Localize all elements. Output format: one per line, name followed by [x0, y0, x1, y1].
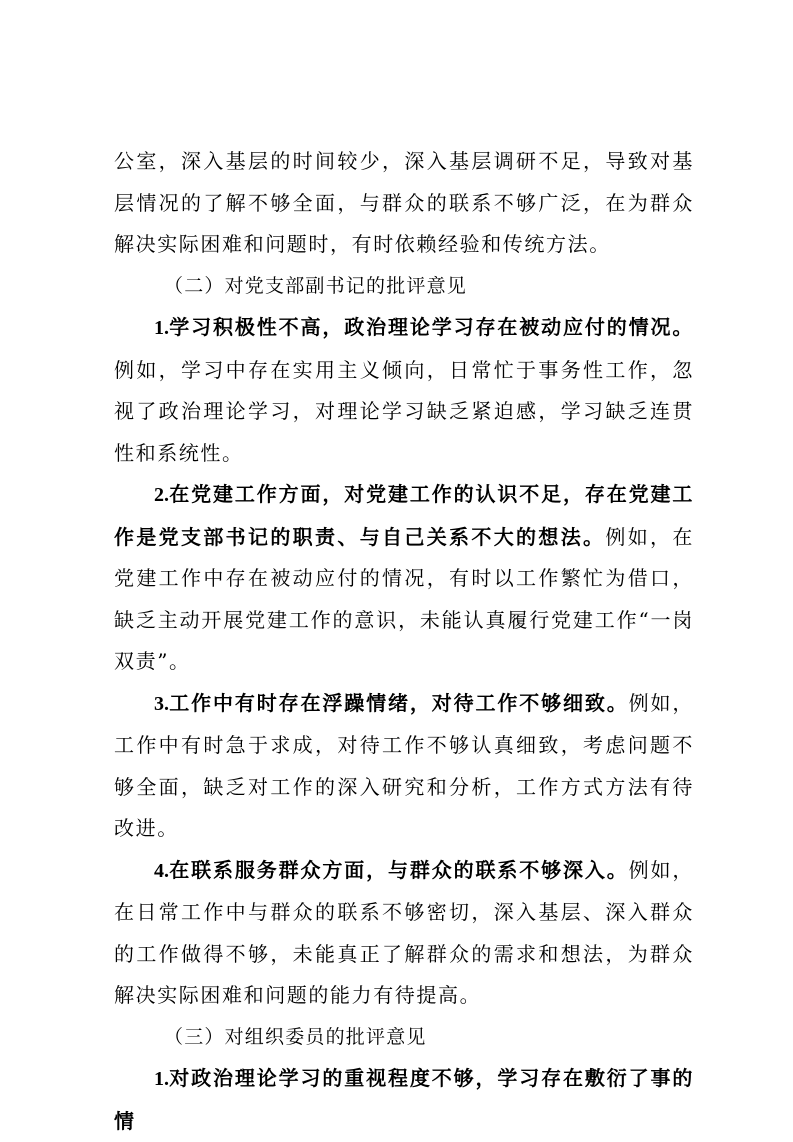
item-body: 例如，在日常工作中与群众的联系不够密切，深入基层、深入群众的工作做得不够，未能真正了解群众的需求和想法，为群众解决实际困难和问题的能力有待提高。 [114, 857, 694, 1007]
item-lead: 在联系服务群众方面，与群众的联系不够深入。 [169, 857, 629, 882]
item-paragraph [114, 683, 694, 850]
section-heading-3: （三）对组织委员的批评意见 [164, 1025, 427, 1048]
item-lead: 学习积极性不高，政治理论学习存在被动应付的情况。 [169, 315, 694, 339]
item-lead: 对政治理论学习的重视程度不够，学习存在敷衍了事的情 [114, 1066, 694, 1133]
item-lead: 在党建工作方面，对党建工作的认识不足，存在党建工作是党支部书记的职责、与自己关系不大的想法。 [114, 482, 694, 549]
item-number: 4. [154, 859, 169, 882]
item-body: 例如，学习中存在实用主义倾向，日常忙于事务性工作，忽视了政治理论学习，对理论学习缺乏紧迫感，学习缺乏连贯性和系统性。 [114, 357, 694, 465]
item-number: 1. [154, 317, 169, 339]
item-paragraph [114, 307, 694, 474]
item-body: 例如，工作中有时急于求成，对待工作不够认真细致，考虑问题不够全面，缺乏对工作的深入研究和分析，工作方式方法有待改进。 [114, 690, 694, 840]
item-number: 1. [154, 1068, 169, 1090]
item-paragraph [114, 1058, 694, 1142]
intro-paragraph: 公室，深入基层的时间较少，深入基层调研不足，导致对基层情况的了解不够全面，与群众的联系不够广泛，在为群众解决实际困难和问题时，有时依赖经验和传统方法。 [114, 149, 694, 256]
item-paragraph [114, 850, 694, 1017]
item-lead: 工作中有时存在浮躁情绪，对待工作不够细致。 [169, 690, 629, 715]
item-paragraph [114, 474, 694, 683]
item-body: 例如，在党建工作中存在被动应付的情况，有时以工作繁忙为借口，缺乏主动开展党建工作的意识，未能认真履行党建工作“一岗双责”。 [114, 524, 694, 673]
section-heading-2: （二）对党支部副书记的批评意见 [164, 274, 468, 297]
item-number: 2. [154, 484, 169, 506]
document-body [114, 141, 694, 1142]
item-number: 3. [154, 692, 169, 715]
